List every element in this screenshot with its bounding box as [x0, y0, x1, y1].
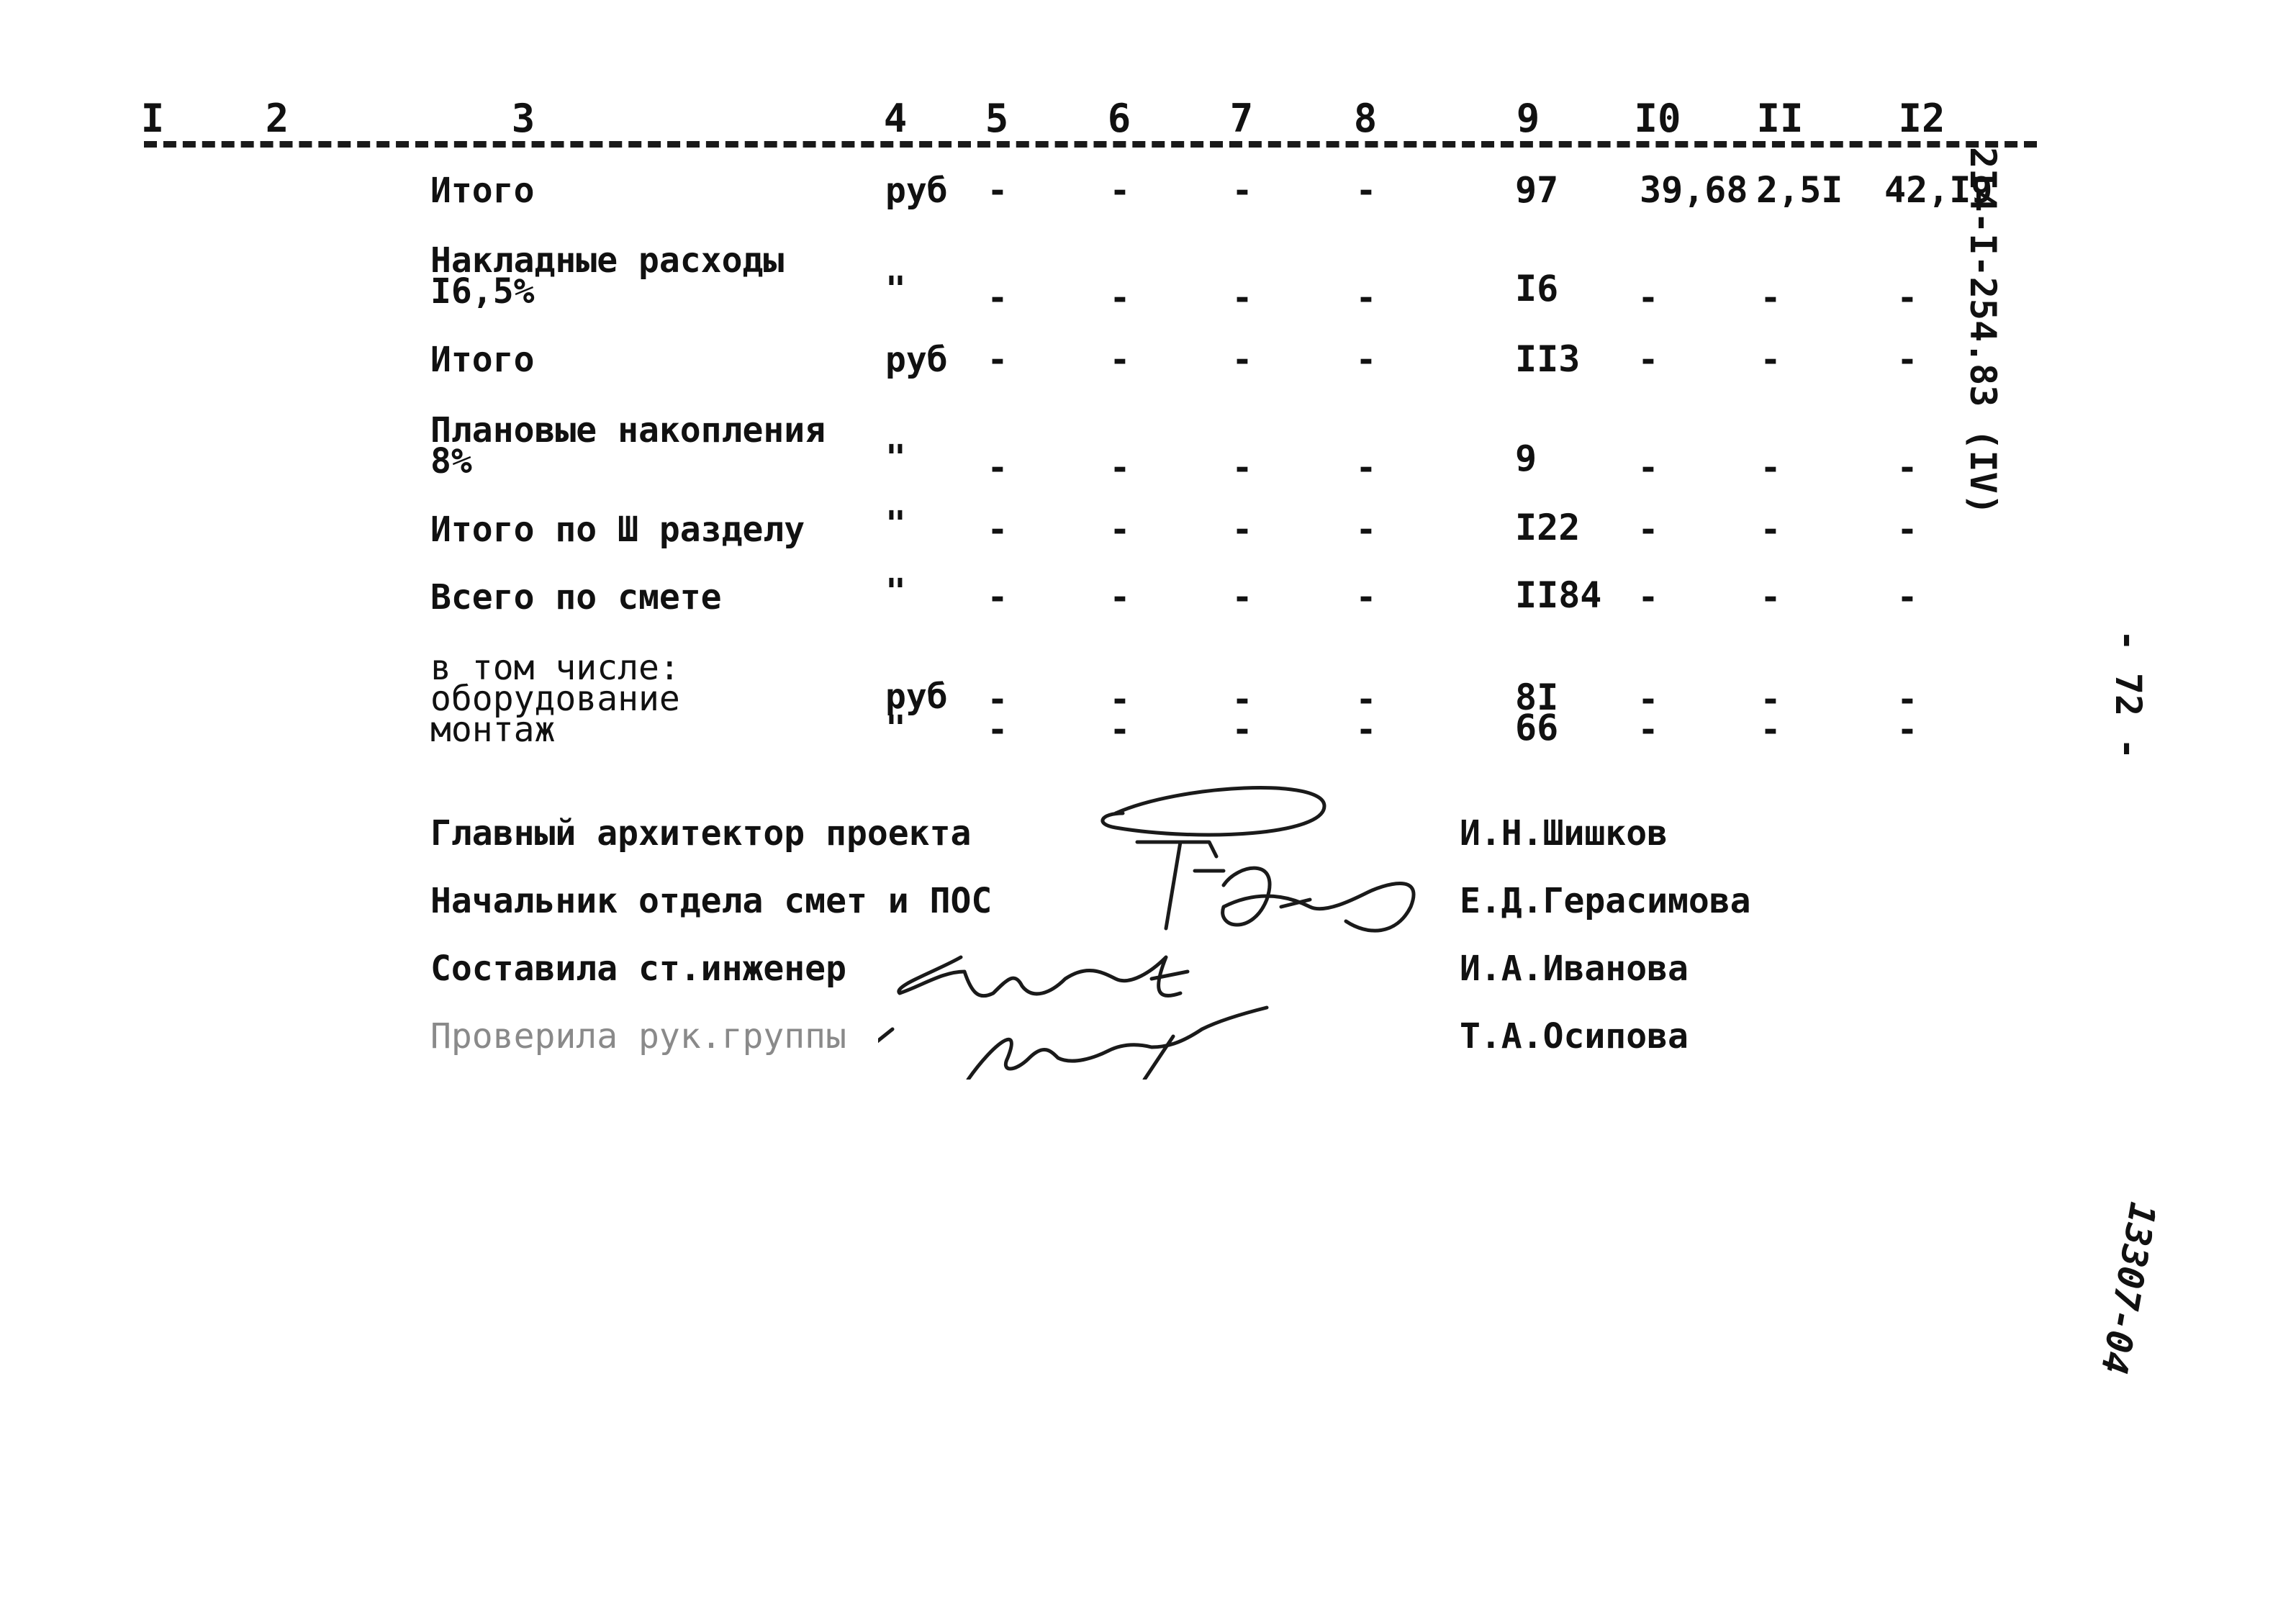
col8-dash: - — [1355, 577, 1377, 618]
signatory-name: Т.А.Осипова — [1460, 1016, 1689, 1057]
col-header-4: 4 — [883, 96, 908, 141]
row-label-line2: I6,5% — [430, 271, 535, 312]
row-label-line2: оборудование — [430, 679, 680, 719]
row-label-line3: монтаж — [430, 710, 556, 750]
col6-dash: - — [1109, 679, 1131, 720]
handwritten-signatures — [878, 763, 1454, 1080]
col11-value: - — [1760, 340, 1781, 380]
col12-value: - — [1897, 577, 1918, 618]
header-dashed-rule — [144, 141, 2037, 148]
col8-dash: - — [1355, 510, 1377, 550]
col7-dash: - — [1231, 340, 1253, 380]
col8-dash: - — [1355, 278, 1377, 318]
row-label-line1: в том числе: — [430, 648, 680, 688]
col10-dash: - — [1637, 710, 1659, 750]
signatory-role: Составила ст.инженер — [430, 949, 846, 989]
row-unit: " — [885, 269, 906, 309]
col-header-3: 3 — [511, 96, 535, 141]
col12-dash: - — [1897, 679, 1918, 720]
col-header-2: 2 — [265, 96, 289, 141]
col11-value: - — [1760, 278, 1781, 318]
col6-dash: - — [1109, 278, 1131, 318]
col6-dash: - — [1109, 340, 1131, 380]
col-header-5: 5 — [985, 96, 1009, 141]
signatory-role: Начальник отдела смет и ПОС — [430, 881, 993, 921]
col8-dash: - — [1355, 340, 1377, 380]
row-label-line1: Плановые накопления — [430, 410, 826, 451]
col6-dash: - — [1109, 710, 1131, 750]
signatory-name: Е.Д.Герасимова — [1460, 881, 1751, 921]
col8-dash: - — [1355, 171, 1377, 211]
col10-value: 39,68 — [1640, 169, 1748, 211]
col6-dash: - — [1109, 510, 1131, 550]
row-unit-line2: " — [885, 708, 906, 748]
row-label: Всего по смете — [430, 577, 722, 618]
row-unit: " — [885, 571, 906, 612]
row-unit: руб — [885, 340, 948, 380]
col6-dash: - — [1109, 577, 1131, 618]
col-header-12: I2 — [1898, 96, 1945, 141]
signatory-role: Проверила рук.группы — [430, 1016, 846, 1057]
col9-value: 66 — [1515, 707, 1559, 748]
col12-value: - — [1897, 278, 1918, 318]
col12-value: - — [1897, 510, 1918, 550]
col11-dash: - — [1760, 679, 1781, 720]
col9-value: 9 — [1515, 438, 1537, 479]
archive-number: 13307-04 — [2092, 1199, 2164, 1378]
col7-dash: - — [1231, 710, 1253, 750]
row-label: Итого — [430, 340, 535, 380]
col-header-6: 6 — [1107, 96, 1131, 141]
col-header-8: 8 — [1353, 96, 1378, 141]
col12-dash: - — [1897, 710, 1918, 750]
col-header-9: 9 — [1516, 96, 1540, 141]
col9-value: II84 — [1515, 574, 1602, 616]
signatory-name: И.Н.Шишков — [1460, 813, 1668, 854]
col5-dash: - — [987, 710, 1008, 750]
col6-dash: - — [1109, 171, 1131, 211]
row-label: Итого по Ш разделу — [430, 510, 805, 550]
row-label-line1: Накладные расходы — [430, 240, 785, 281]
col10-value: - — [1637, 510, 1659, 550]
row-label-line2: 8% — [430, 441, 472, 481]
col9-value: 8I — [1515, 677, 1559, 718]
row-label: Итого — [430, 171, 535, 211]
col7-dash: - — [1231, 510, 1253, 550]
col11-value: - — [1760, 510, 1781, 550]
col12-value: - — [1897, 448, 1918, 488]
row-unit: " — [885, 438, 906, 478]
col7-dash: - — [1231, 679, 1253, 720]
col12-value: - — [1897, 340, 1918, 380]
col10-dash: - — [1637, 679, 1659, 720]
col8-dash: - — [1355, 710, 1377, 750]
col5-dash: - — [987, 340, 1008, 380]
col7-dash: - — [1231, 448, 1253, 488]
col11-value: - — [1760, 577, 1781, 618]
col5-dash: - — [987, 577, 1008, 618]
col-header-11: II — [1756, 96, 1804, 141]
col8-dash: - — [1355, 679, 1377, 720]
page-number: - 72 - — [2107, 629, 2149, 760]
col9-value: I22 — [1515, 507, 1581, 548]
col10-value: - — [1637, 577, 1659, 618]
col5-dash: - — [987, 171, 1008, 211]
col8-dash: - — [1355, 448, 1377, 488]
row-unit: " — [885, 504, 906, 544]
col9-value: II3 — [1515, 338, 1581, 380]
col5-dash: - — [987, 679, 1008, 720]
col11-value: 2,5I — [1756, 169, 1843, 211]
document-code: 2I4-I-254.83 (IV) — [1962, 147, 2004, 515]
signatory-role: Главный архитектор проекта — [430, 813, 972, 854]
col5-dash: - — [987, 510, 1008, 550]
col10-value: - — [1637, 340, 1659, 380]
row-unit: руб — [885, 171, 948, 211]
row-unit-line1: руб — [885, 677, 948, 717]
col-header-1: I — [140, 96, 165, 141]
col-header-7: 7 — [1229, 96, 1254, 141]
col7-dash: - — [1231, 171, 1253, 211]
col12-value: 42,I9 — [1884, 169, 1993, 211]
col7-dash: - — [1231, 278, 1253, 318]
col11-dash: - — [1760, 710, 1781, 750]
col5-dash: - — [987, 278, 1008, 318]
col10-value: - — [1637, 448, 1659, 488]
signatory-name: И.А.Иванова — [1460, 949, 1689, 989]
col10-value: - — [1637, 278, 1659, 318]
col-header-10: I0 — [1634, 96, 1681, 141]
col9-value: 97 — [1515, 169, 1559, 211]
col9-value: I6 — [1515, 268, 1559, 309]
col5-dash: - — [987, 448, 1008, 488]
col11-value: - — [1760, 448, 1781, 488]
col7-dash: - — [1231, 577, 1253, 618]
col6-dash: - — [1109, 448, 1131, 488]
